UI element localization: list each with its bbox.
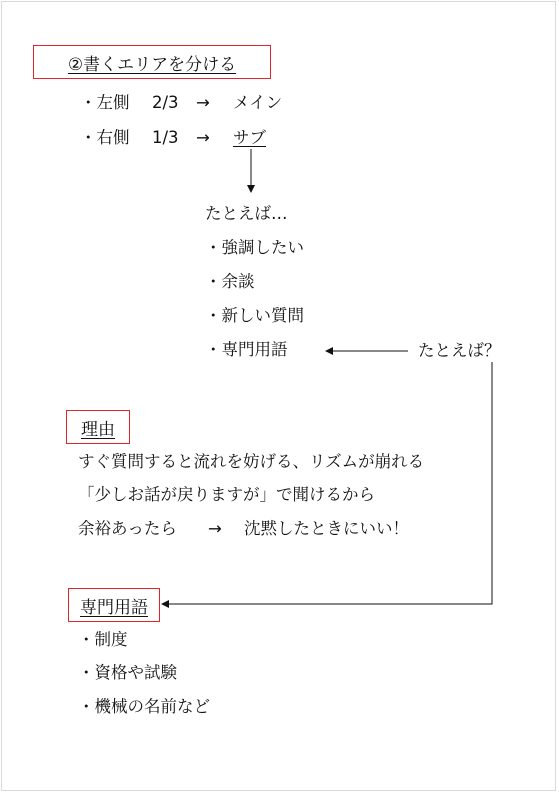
- example-item-terms: ・専門用語: [205, 340, 288, 359]
- reason-last-left: 余裕あったら: [78, 519, 177, 538]
- left-side-arrow: →: [196, 93, 210, 112]
- terms-item: ・制度: [78, 630, 128, 649]
- terms-title: 専門用語: [80, 597, 148, 618]
- terms-item: ・機械の名前など: [78, 697, 210, 716]
- right-side-label: ・右側: [80, 128, 130, 147]
- example-item: ・新しい質問: [205, 306, 304, 325]
- reason-last-arrow: →: [208, 519, 222, 538]
- right-side-arrow: →: [196, 128, 210, 147]
- reason-line: すぐ質問すると流れを妨げる、リズムが崩れる: [78, 452, 425, 471]
- left-side-ratio: 2/3: [152, 93, 179, 112]
- reason-title: 理由: [81, 419, 115, 440]
- examples-heading: たとえば…: [205, 204, 288, 223]
- section-title: ②書くエリアを分ける: [67, 54, 237, 75]
- example-item: ・余談: [205, 272, 255, 291]
- right-side-ratio: 1/3: [152, 128, 179, 147]
- side-note: たとえば？: [418, 341, 501, 360]
- reason-line: 「少しお話が戻りますが」で聞けるから: [78, 485, 375, 504]
- terms-item: ・資格や試験: [78, 663, 177, 682]
- left-side-target: メイン: [233, 93, 283, 112]
- right-side-target: サブ: [233, 128, 266, 147]
- example-item: ・強調したい: [205, 238, 304, 257]
- reason-last-right: 沈黙したときにいい！: [244, 519, 409, 538]
- bracket-arrow: [162, 362, 492, 604]
- left-side-label: ・左側: [80, 93, 130, 112]
